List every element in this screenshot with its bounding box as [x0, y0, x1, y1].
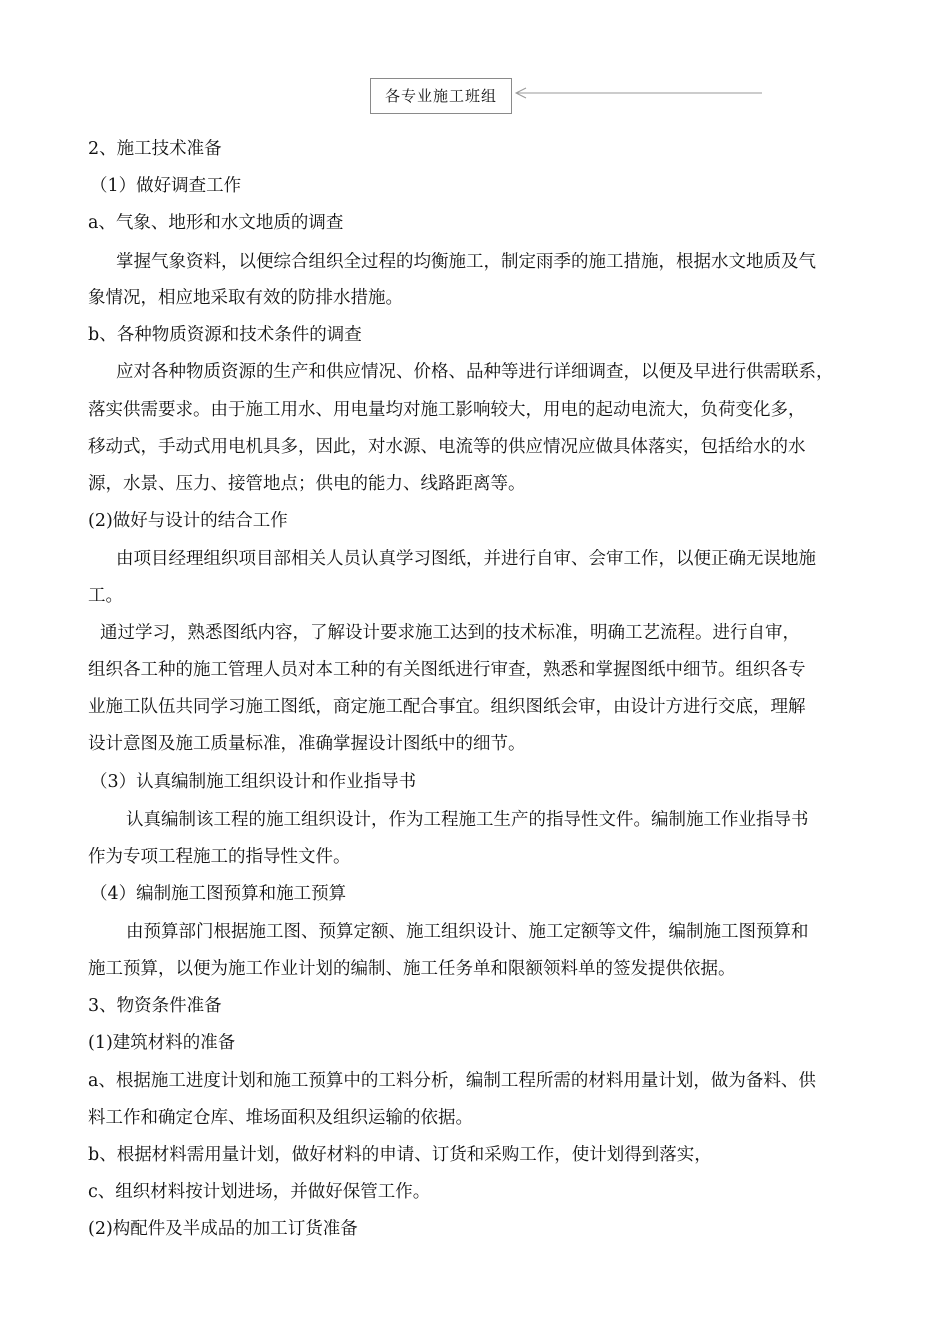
paragraph-line: 作为专项工程施工的指导性文件。	[88, 847, 351, 867]
subsection-heading: (1)建筑材料的准备	[88, 1033, 236, 1053]
paragraph-line: 认真编制该工程的施工组织设计，作为工程施工生产的指导性文件。编制施工作业指导书	[126, 810, 809, 830]
paragraph-line: 业施工队伍共同学习施工图纸，商定施工配合事宜。组织图纸会审，由设计方进行交底，理解	[88, 697, 806, 717]
subsection-heading: （3）认真编制施工组织设计和作业指导书	[90, 772, 417, 792]
paragraph-line: 源，水景、压力、接管地点；供电的能力、线路距离等。	[88, 474, 526, 494]
paragraph-line: 工。	[88, 586, 123, 606]
paragraph-line: 通过学习，熟悉图纸内容，了解设计要求施工达到的技术标准，明确工艺流程。进行自审，	[100, 623, 800, 643]
subsection-heading: (2)构配件及半成品的加工订货准备	[88, 1219, 358, 1239]
subsection-heading: (2)做好与设计的结合工作	[88, 511, 288, 531]
subsection-heading: （1）做好调查工作	[90, 176, 242, 196]
paragraph-line: 设计意图及施工质量标准，准确掌握设计图纸中的细节。	[88, 734, 526, 754]
paragraph-line: 料工作和确定仓库、堆场面积及组织运输的依据。	[88, 1108, 473, 1128]
section-heading: 3、物资条件准备	[88, 996, 222, 1016]
paragraph-line: 由项目经理组织项目部相关人员认真学习图纸，并进行自审、会审工作，以便正确无误地施	[116, 549, 816, 569]
paragraph-line: c、组织材料按计划进场，并做好保管工作。	[88, 1182, 431, 1202]
paragraph-line: 掌握气象资料，以便综合组织全过程的均衡施工，制定雨季的施工措施，根据水文地质及气	[116, 252, 816, 272]
paragraph-line: a、根据施工进度计划和施工预算中的工料分析，编制工程所需的材料用量计划，做为备料、供	[88, 1071, 816, 1091]
paragraph-line: 移动式，手动式用电机具多，因此，对水源、电流等的供应情况应做具体落实，包括给水的水	[88, 437, 806, 457]
paragraph-line: 由预算部门根据施工图、预算定额、施工组织设计、施工定额等文件，编制施工图预算和	[126, 922, 809, 942]
diagram-box-label: 各专业施工班组	[370, 78, 512, 114]
item-heading: b、各种物质资源和技术条件的调查	[88, 325, 362, 345]
subsection-heading: （4）编制施工图预算和施工预算	[90, 884, 347, 904]
paragraph-line: 施工预算，以便为施工作业计划的编制、施工任务单和限额领料单的签发提供依据。	[88, 959, 736, 979]
section-heading: 2、施工技术准备	[88, 139, 222, 159]
paragraph-line: 象情况，相应地采取有效的防排水措施。	[88, 288, 403, 308]
arrow-left-icon	[514, 86, 764, 100]
paragraph-line: b、根据材料需用量计划，做好材料的申请、订货和采购工作，使计划得到落实，	[88, 1145, 712, 1165]
paragraph-line: 落实供需要求。由于施工用水、用电量均对施工影响较大，用电的起动电流大，负荷变化多，	[88, 400, 806, 420]
item-heading: a、气象、地形和水文地质的调查	[88, 213, 344, 233]
paragraph-line: 组织各工种的施工管理人员对本工种的有关图纸进行审查，熟悉和掌握图纸中细节。组织各专	[88, 660, 806, 680]
paragraph-line: 应对各种物质资源的生产和供应情况、价格、品种等进行详细调查，以便及早进行供需联系，	[116, 362, 834, 382]
